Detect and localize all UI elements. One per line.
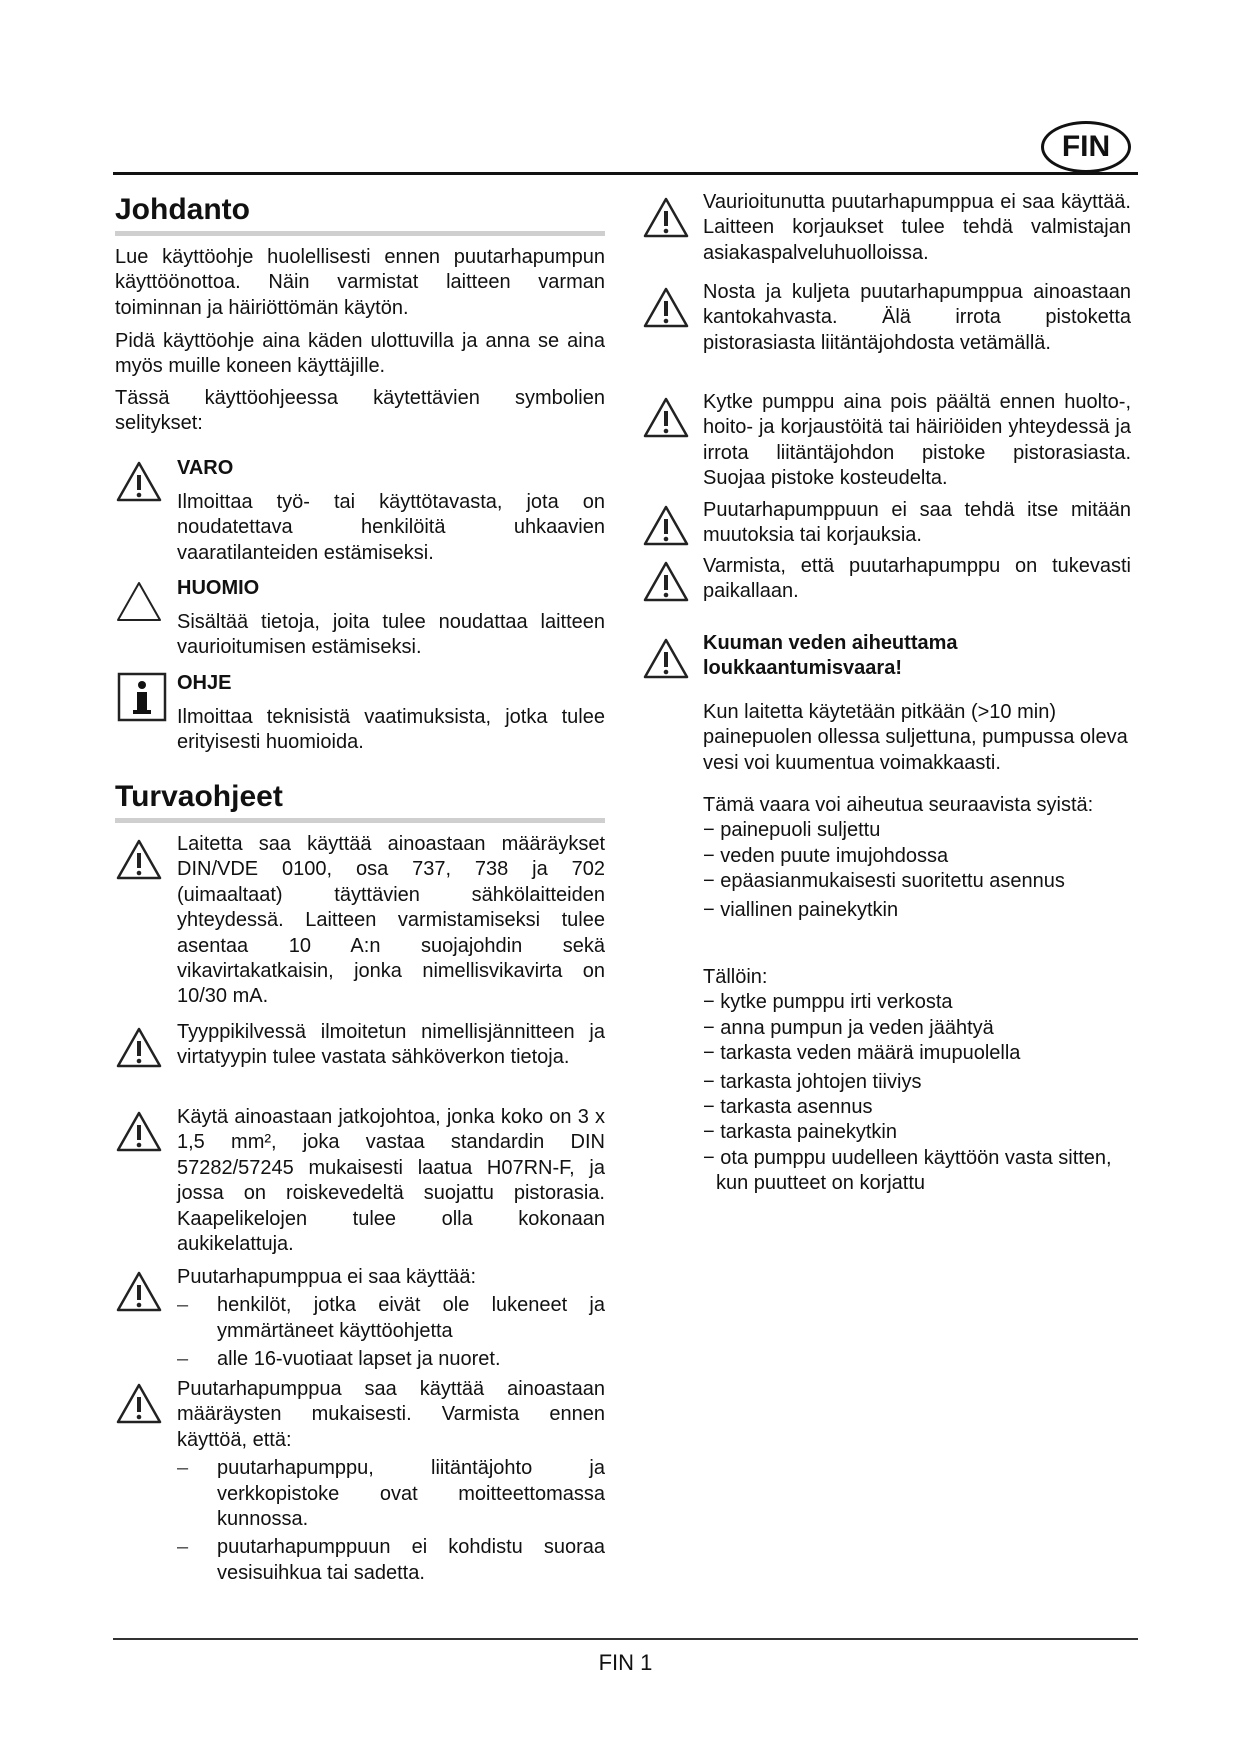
hot-water-actions [703,965,1131,1197]
symbol-label-ohje: OHJE [177,672,232,694]
causes-intro: Tämä vaara voi aiheutua seuraavista syistä: [703,794,1094,816]
warning-icon [116,1026,162,1068]
actions-intro: Tällöin: [703,966,768,988]
list-item: − tarkasta painekytkin [703,1121,897,1144]
caution-triangle-icon [116,580,162,622]
intro-paragraph: Pidä käyttöohje aina käden ulottuvilla ja anna se aina myös muille koneen käyttäjille. [115,330,605,378]
intro-paragraph: Lue käyttöohje huolellisesti ennen puutarhapumpun käyttöönottoa. Näin varmistat laitteen varman toiminnan ja häiriöttömän käytön. [115,246,605,319]
symbol-description: Sisältää tietoja, joita tulee noudattaa laitteen vaurioitumisen estämiseksi. [177,611,605,659]
safety-item: Käytä ainoastaan jatkojohtoa, jonka koko on 3 x 1,5 mm², joka vastaa standardin DIN 57282/57245 mukaisesti laatua H07RN-F, ja jossa on roiskevedeltä suojattu pistorasia. Kaapelikelojen tulee olla kokonaan aukikelattuja. [177,1106,605,1256]
warning-icon [643,196,689,238]
header-rule [113,172,1138,175]
section-underline [115,818,605,823]
warning-icon [643,560,689,602]
safety-item: Vaurioitunutta puutarhapumppua ei saa käyttää. Laitteen korjaukset tulee tehdä valmistajan asiakaspalveluhuolloissa. [703,191,1131,264]
warning-icon [116,1270,162,1312]
hot-water-warning-title: Kuuman veden aiheuttama loukkaantumisvaara! [703,632,958,680]
list-item: − anna pumpun ja veden jäähtyä [703,1016,994,1039]
symbol-description: Ilmoittaa teknisistä vaatimuksista, jotka tulee erityisesti huomioida. [177,706,605,754]
safety-item-text: Puutarhapumppua ei saa käyttää: [177,1266,477,1288]
list-item: − tarkasta asennus [703,1096,873,1119]
list-item: − tarkasta johtojen tiiviys [703,1070,922,1093]
hot-water-causes [703,793,1131,923]
safety-item-text: Puutarhapumppua saa käyttää ainoastaan määräysten mukaisesti. Varmista ennen käyttöä, että: [177,1378,605,1451]
intro-paragraph: Tässä käyttöohjeessa käytettävien symbolien selitykset: [115,387,605,435]
symbol-label-huomio: HUOMIO [177,577,260,599]
warning-icon [643,396,689,438]
section-title-turvaohjeet: Turvaohjeet [115,780,283,813]
list-item: − kytke pumppu irti verkosta [703,991,953,1014]
warning-icon [116,1382,162,1424]
warning-icon [116,1110,162,1152]
safety-item: Varmista, että puutarhapumppu on tukevasti paikallaan. [703,555,1131,603]
hot-water-paragraph: Kun laitetta käytetään pitkään (>10 min) painepuolen ollessa suljettuna, pumpussa oleva vesi voi kuumentua voimakkaasti. [703,701,1128,774]
list-item: − viallinen painekytkin [703,898,899,921]
list-item: – puutarhapumppuun ei kohdistu suoraa vesisuihkua tai sadetta. [177,1536,605,1584]
safety-item [177,1377,605,1586]
section-underline [115,231,605,236]
warning-icon [116,460,162,502]
section-title-johdanto: Johdanto [115,193,250,226]
safety-item: Tyyppikilvessä ilmoitetun nimellisjännitteen ja virtatyypin tulee vastata sähköverkon tietoja. [177,1021,605,1069]
safety-item: Puutarhapumppuun ei saa tehdä itse mitään muutoksia tai korjauksia. [703,499,1131,547]
info-icon [117,672,169,724]
safety-item: Kytke pumppu aina pois päältä ennen huolto-, hoito- ja korjaustöitä tai häiriöiden yhteydessä ja irrota liitäntäjohdon pistoke pistorasiasta. Suojaa pistoke kosteudelta. [703,391,1131,490]
list-item: – henkilöt, jotka eivät ole lukeneet ja ymmärtäneet käyttöohjetta [177,1294,605,1342]
symbol-label-varo: VARO [177,457,234,479]
warning-icon [643,504,689,546]
safety-item [177,1265,605,1373]
list-item: – alle 16-vuotiaat lapset ja nuoret. [177,1348,501,1371]
safety-item: Laitetta saa käyttää ainoastaan määräykset DIN/VDE 0100, osa 737, 738 ja 702 (uimaaltaat) täyttävien sähkölaitteiden yhteydessä. Laitteen varmistamiseksi tulee asentaa 10 A:n suojajohdin sekä vikavirtakatkaisin, jonka nimellisvikavirta on 10/30 mA. [177,833,605,1008]
warning-icon [643,286,689,328]
list-item: – puutarhapumppu, liitäntäjohto ja verkkopistoke ovat moitteettomassa kunnossa. [177,1457,605,1531]
warning-icon [643,637,689,679]
page-number: FIN 1 [598,1650,653,1675]
list-item: − tarkasta veden määrä imupuolella [703,1042,1021,1065]
list-item: − veden puute imujohdossa [703,844,949,867]
symbol-description: Ilmoittaa työ- tai käyttötavasta, jota on noudatettava henkilöitä uhkaavien vaaratilanteiden estämiseksi. [177,491,605,564]
list-item: − epäasianmukaisesti suoritettu asennus [703,870,1065,893]
warning-icon [116,838,162,880]
language-badge: FIN [1041,121,1131,173]
list-item: − ota pumppu uudelleen käyttöön vasta sitten, kun puutteet on korjattu [703,1146,1112,1195]
safety-item: Nosta ja kuljeta puutarhapumppua ainoastaan kantokahvasta. Älä irrota pistoketta pistorasiasta liitäntäjohdosta vetämällä. [703,281,1131,354]
footer-rule [113,1638,1138,1640]
list-item: − painepuoli suljettu [703,819,881,842]
